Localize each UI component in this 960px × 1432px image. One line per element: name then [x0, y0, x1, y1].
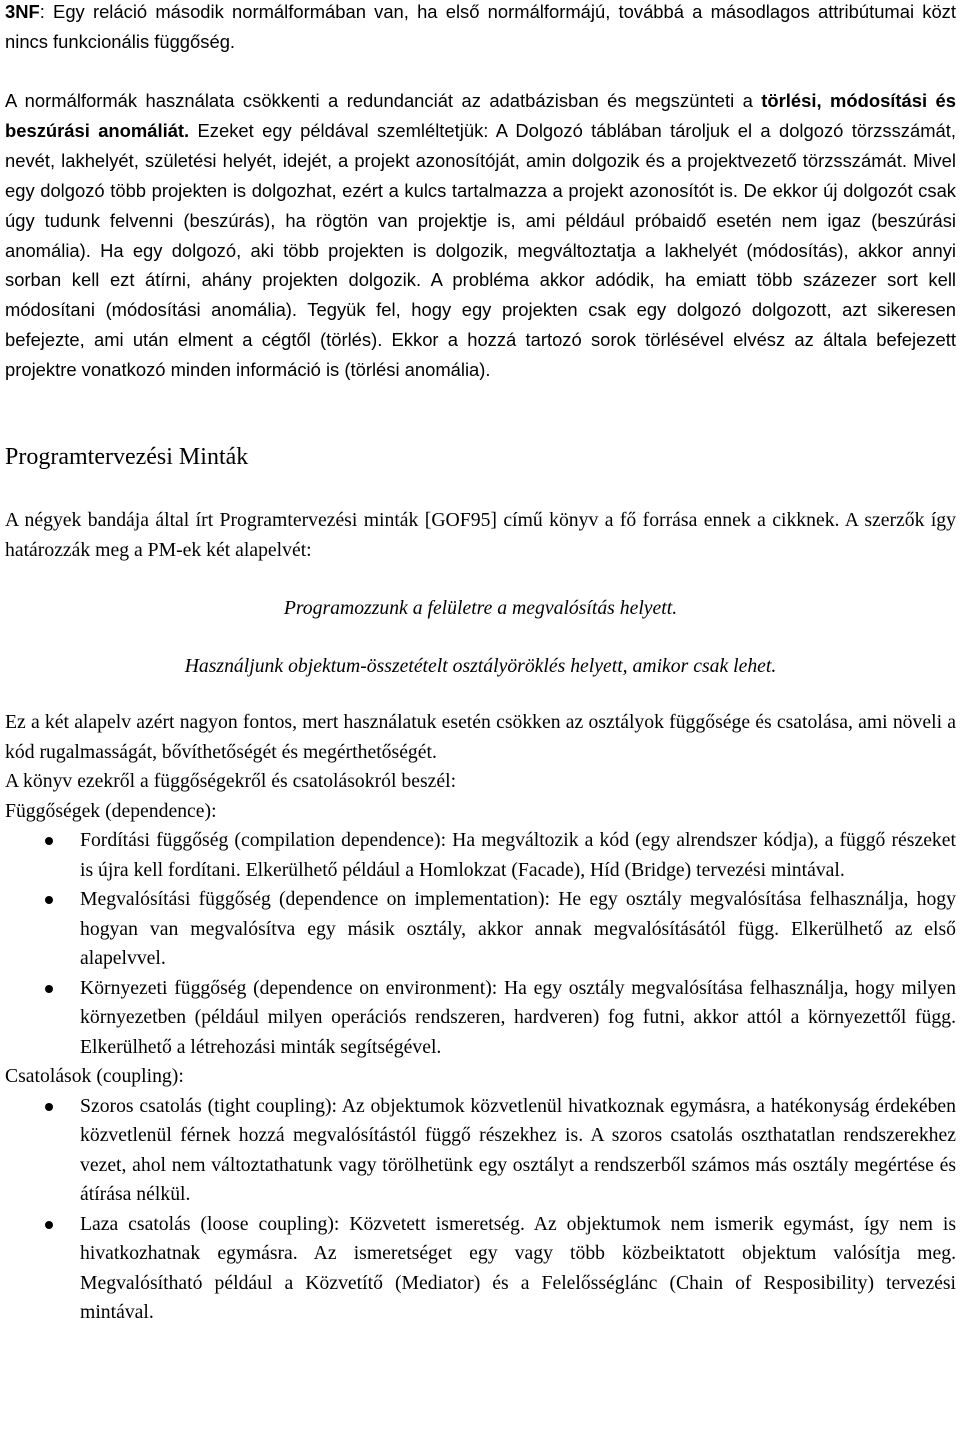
list-item — [5, 974, 956, 1063]
3nf-definition — [5, 0, 956, 57]
3nf-text: : Egy reláció második normálformában van, ha első normálformájú, továbbá a másodlagos attribútumai közt nincs funkcionális függőség. — [5, 1, 956, 52]
bullet-icon — [45, 837, 53, 845]
normalforms-rest: Ezeket egy példával szemléltetjük: A Dolgozó táblában tároljuk el a dolgozó törzsszámát, nevét, lakhelyét, születési helyét, idejét, a projekt azonosítóját, amin dolgozik és a projektvezető törzsszámát. Mivel egy dolgozó több projekten is dolgozhat, ezért a kulcs tartalmazza a projekt azonosítót is. De ekkor új dolgozót csak úgy tudunk felvenni (beszúrás), ha rögtön van projektje is, ami például próbaidő esetén nem igaz (beszúrási anomália). Ha egy dolgozó, aki több projekten is dolgozik, megváltoztatja a lakhelyét (módosítás), akkor annyi sorban kell ezt átírni, ahány projekten dolgozik. A probléma akkor adódik, ha emiatt több százezer sort kell módosítani (módosítási anomália). Tegyük fel, hogy egy projekten csak egy dolgozó dolgozott, azt sikeresen befejezte, ami után elment a cégtől (törlés). Ekkor a hozzá tartozó sorok törlésével elvész az általa befejezett projektre vonatkozó minden információ is (törlési anomália). — [5, 119, 956, 381]
bullet-icon — [45, 1103, 53, 1111]
principle-2: Használjunk objektum-összetételt osztályöröklés helyett, amikor csak lehet. — [184, 654, 777, 677]
section-heading: Programtervezési Minták — [5, 444, 249, 471]
normalforms-bold: törlési, módosítási és beszúrási anomáliát. — [5, 90, 956, 141]
normalforms-paragraph — [5, 86, 956, 385]
list-item — [5, 885, 956, 974]
gof-paragraph: A négyek bandája által írt Programtervezési minták [GOF95] című könyv a fő forrása ennek a cikknek. A szerzők így határozzák meg a PM-ek két alapelvét: — [5, 509, 956, 561]
bullet-icon — [45, 896, 53, 904]
book-about-line: A könyv ezekről a függőségekről és csatolásokról beszél: — [5, 770, 457, 793]
list-item-text: Környezeti függőség (dependence on environment): Ha egy osztály megvalósítása felhasználja, hogy milyen környezetben (például milyen operációs rendszeren, hardveren) fog futni, akkor attól a környezettől függ. Elkerülhető a létrehozási minták segítségével. — [80, 976, 956, 1058]
coupling-list — [5, 1092, 956, 1328]
list-item — [5, 1210, 956, 1328]
list-item-text: Szoros csatolás (tight coupling): Az objektumok közvetlenül hivatkoznak egymásra, a hatékonyság érdekében közvetlenül férnek hozzá megvalósítástól függő részekhez is. A szoros csatolás oszthatatlan rendszerekhez vezet, ahol nem változtathatunk vagy törölhetünk egy osztályt a rendszerből számos más osztály megértése és átírása nélkül. — [80, 1094, 956, 1206]
principle-1: Programozzunk a felületre a megvalósítás helyett. — [283, 597, 678, 620]
bullet-icon — [45, 985, 53, 993]
3nf-label: 3NF — [5, 1, 40, 22]
normalforms-intro: A normálformák használata csökkenti a redundanciát az adatbázisban és megszünteti a — [5, 90, 762, 111]
bullet-icon — [45, 1221, 53, 1229]
dependence-list — [5, 826, 956, 1062]
list-item-text: Fordítási függőség (compilation dependence): Ha megváltozik a kód (egy alrendszer kódja), a függő részeket is újra kell fordítani. Elkerülhető például a Homlokzat (Facade), Híd (Bridge) tervezési mintával. — [80, 829, 956, 881]
why-paragraph: Ez a két alapelv azért nagyon fontos, mert használatuk esetén csökken az osztályok függősége és csatolása, ami növeli a kód rugalmasságát, bővíthetőségét és megérthetőségét. — [5, 711, 956, 763]
list-item-text: Laza csatolás (loose coupling): Közvetett ismeretség. Az objektumok nem ismerik egymást, így nem is hivatkozhatnak egymásra. Az ismeretséget egy vagy több közbeiktatott objektum valósítja meg. Megvalósítható például a Közvetítő (Mediator) és a Felelősséglánc (Chain of Resposibility) tervezési mintával. — [80, 1212, 956, 1324]
list-item — [5, 826, 956, 885]
coupling-title: Csatolások (coupling): — [5, 1065, 184, 1088]
list-item — [5, 1092, 956, 1210]
list-item-text: Megvalósítási függőség (dependence on implementation): He egy osztály megvalósítása felhasználja, hogy hogyan van megvalósítva egy másik osztály, akkor annak megvalósításától függ. Elkerülhető az első alapelvvel. — [80, 888, 956, 970]
dependence-title: Függőségek (dependence): — [5, 799, 217, 822]
